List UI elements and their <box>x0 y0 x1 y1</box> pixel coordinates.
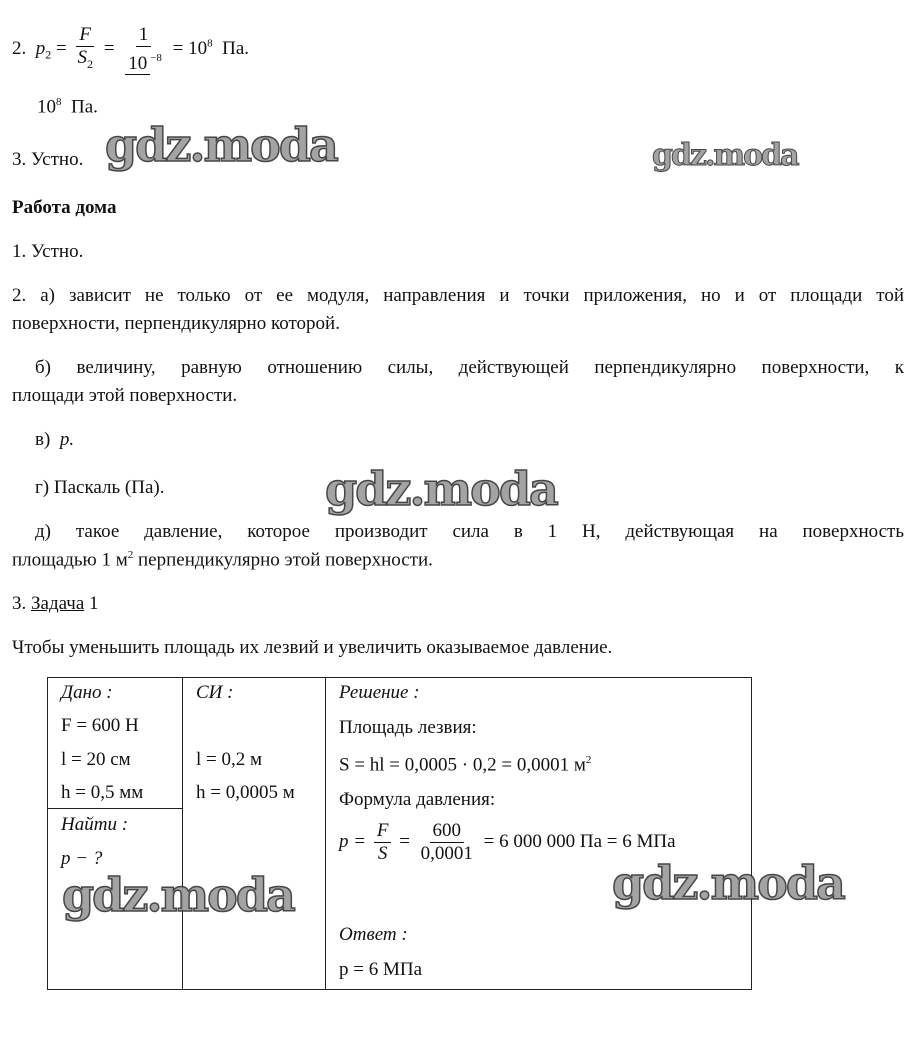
watermark: gdz.moda <box>612 856 844 910</box>
find-header: Найти : <box>61 814 129 835</box>
section-heading: Работа дома <box>12 197 117 218</box>
item3-oral: 3. Устно. <box>12 149 84 170</box>
answer-line <box>37 96 98 118</box>
formula-p2: 2. $p_2$ = $\frac{F}{S_2}$ = $\frac{1}{10 ^{-8}}$ = $10^8$ Па. <box>12 24 250 74</box>
num: 600 <box>430 820 465 843</box>
watermark: gdz.moda <box>325 462 557 516</box>
result-base: 10 <box>188 37 208 59</box>
watermark: gdz.moda <box>105 118 337 172</box>
item3-task <box>12 593 99 615</box>
home-item1: 1. Устно. <box>12 241 84 262</box>
answer-unit: Па. <box>71 96 98 118</box>
den-exp: −8 <box>150 52 162 65</box>
unit: Па. <box>222 37 250 59</box>
given-f: F = 600 Н <box>61 715 139 736</box>
divider <box>325 678 326 989</box>
si-l: l = 0,2 м <box>196 749 263 770</box>
sub: 2 <box>86 56 93 71</box>
answer-base: 10 <box>37 96 56 118</box>
item3-text: Чтобы уменьшить площадь их лезвий и увеличить оказываемое давление. <box>12 637 613 658</box>
text: площадью 1 м <box>12 549 128 571</box>
item2d-line2 <box>12 549 433 571</box>
result: = 6 000 000 Па = 6 МПа <box>483 830 676 852</box>
label: в) <box>35 429 51 450</box>
var-p: p <box>35 37 46 59</box>
f: F <box>376 820 389 841</box>
fraction-f-s <box>374 820 392 865</box>
item2g: г) Паскаль (Па). <box>35 477 165 498</box>
area-formula <box>339 754 591 776</box>
value: p. <box>59 429 75 450</box>
pressure-formula: p = $\frac{F}{S}$ = $\frac{600}{0,0001}$ = 6 000 000 Па = 6 МПа <box>339 820 676 864</box>
item2v <box>35 429 74 451</box>
s: S <box>377 843 388 864</box>
divider <box>182 678 183 989</box>
item2b-line2: площади этой поверхности. <box>12 385 238 406</box>
watermark: gdz.moda <box>62 868 294 922</box>
find-value: p − ? <box>61 848 103 869</box>
solution-header: Решение : <box>339 682 420 703</box>
item2b-line1: б) величину, равную отношению силы, действующей перпендикулярно поверхности, к <box>35 357 904 378</box>
item2a-line2: поверхности, перпендикулярно которой. <box>12 313 340 334</box>
solution-table <box>47 677 752 990</box>
den: 0,0001 <box>420 843 473 864</box>
task-num: 1 <box>84 593 99 614</box>
given-header: Дано : <box>61 682 113 703</box>
si-h: h = 0,0005 м <box>196 782 295 803</box>
divider <box>48 808 182 809</box>
var-s: S <box>77 47 87 68</box>
given-h: h = 0,5 мм <box>61 782 144 803</box>
pressure-label: Формула давления: <box>339 789 496 810</box>
sub: 2 <box>45 47 52 62</box>
den-base: 10 <box>125 53 150 75</box>
var-f: F <box>79 24 92 45</box>
fraction-numeric <box>418 820 476 865</box>
exp: 2 <box>585 754 592 766</box>
item-number: 2. <box>12 37 27 59</box>
numerator: 1 <box>136 24 152 47</box>
answer-header: Ответ : <box>339 924 408 945</box>
fraction-numeric <box>122 24 165 74</box>
answer-value: p = 6 МПа <box>339 959 423 980</box>
text: перпендикулярно этой поверхности. <box>133 549 433 571</box>
si-header: СИ : <box>196 682 234 703</box>
text: S = hl = 0,0005 · 0,2 = 0,0001 м <box>339 754 586 776</box>
num: 3. <box>12 593 27 614</box>
fraction-f-s <box>74 24 96 75</box>
task-label: Задача <box>31 593 85 614</box>
result-exp: 8 <box>207 37 213 50</box>
answer-exp: 8 <box>56 96 62 108</box>
given-l: l = 20 см <box>61 749 131 770</box>
area-label: Площадь лезвия: <box>339 717 477 738</box>
exp: 2 <box>127 549 134 561</box>
p: p = <box>339 830 367 852</box>
item2a-line1: 2. а) зависит не только от ее модуля, направления и точки приложения, но и от площади той <box>12 285 904 306</box>
watermark: gdz.moda <box>652 138 798 173</box>
item2d-line1: д) такое давление, которое производит сила в 1 Н, действующая на поверхность <box>35 521 904 542</box>
